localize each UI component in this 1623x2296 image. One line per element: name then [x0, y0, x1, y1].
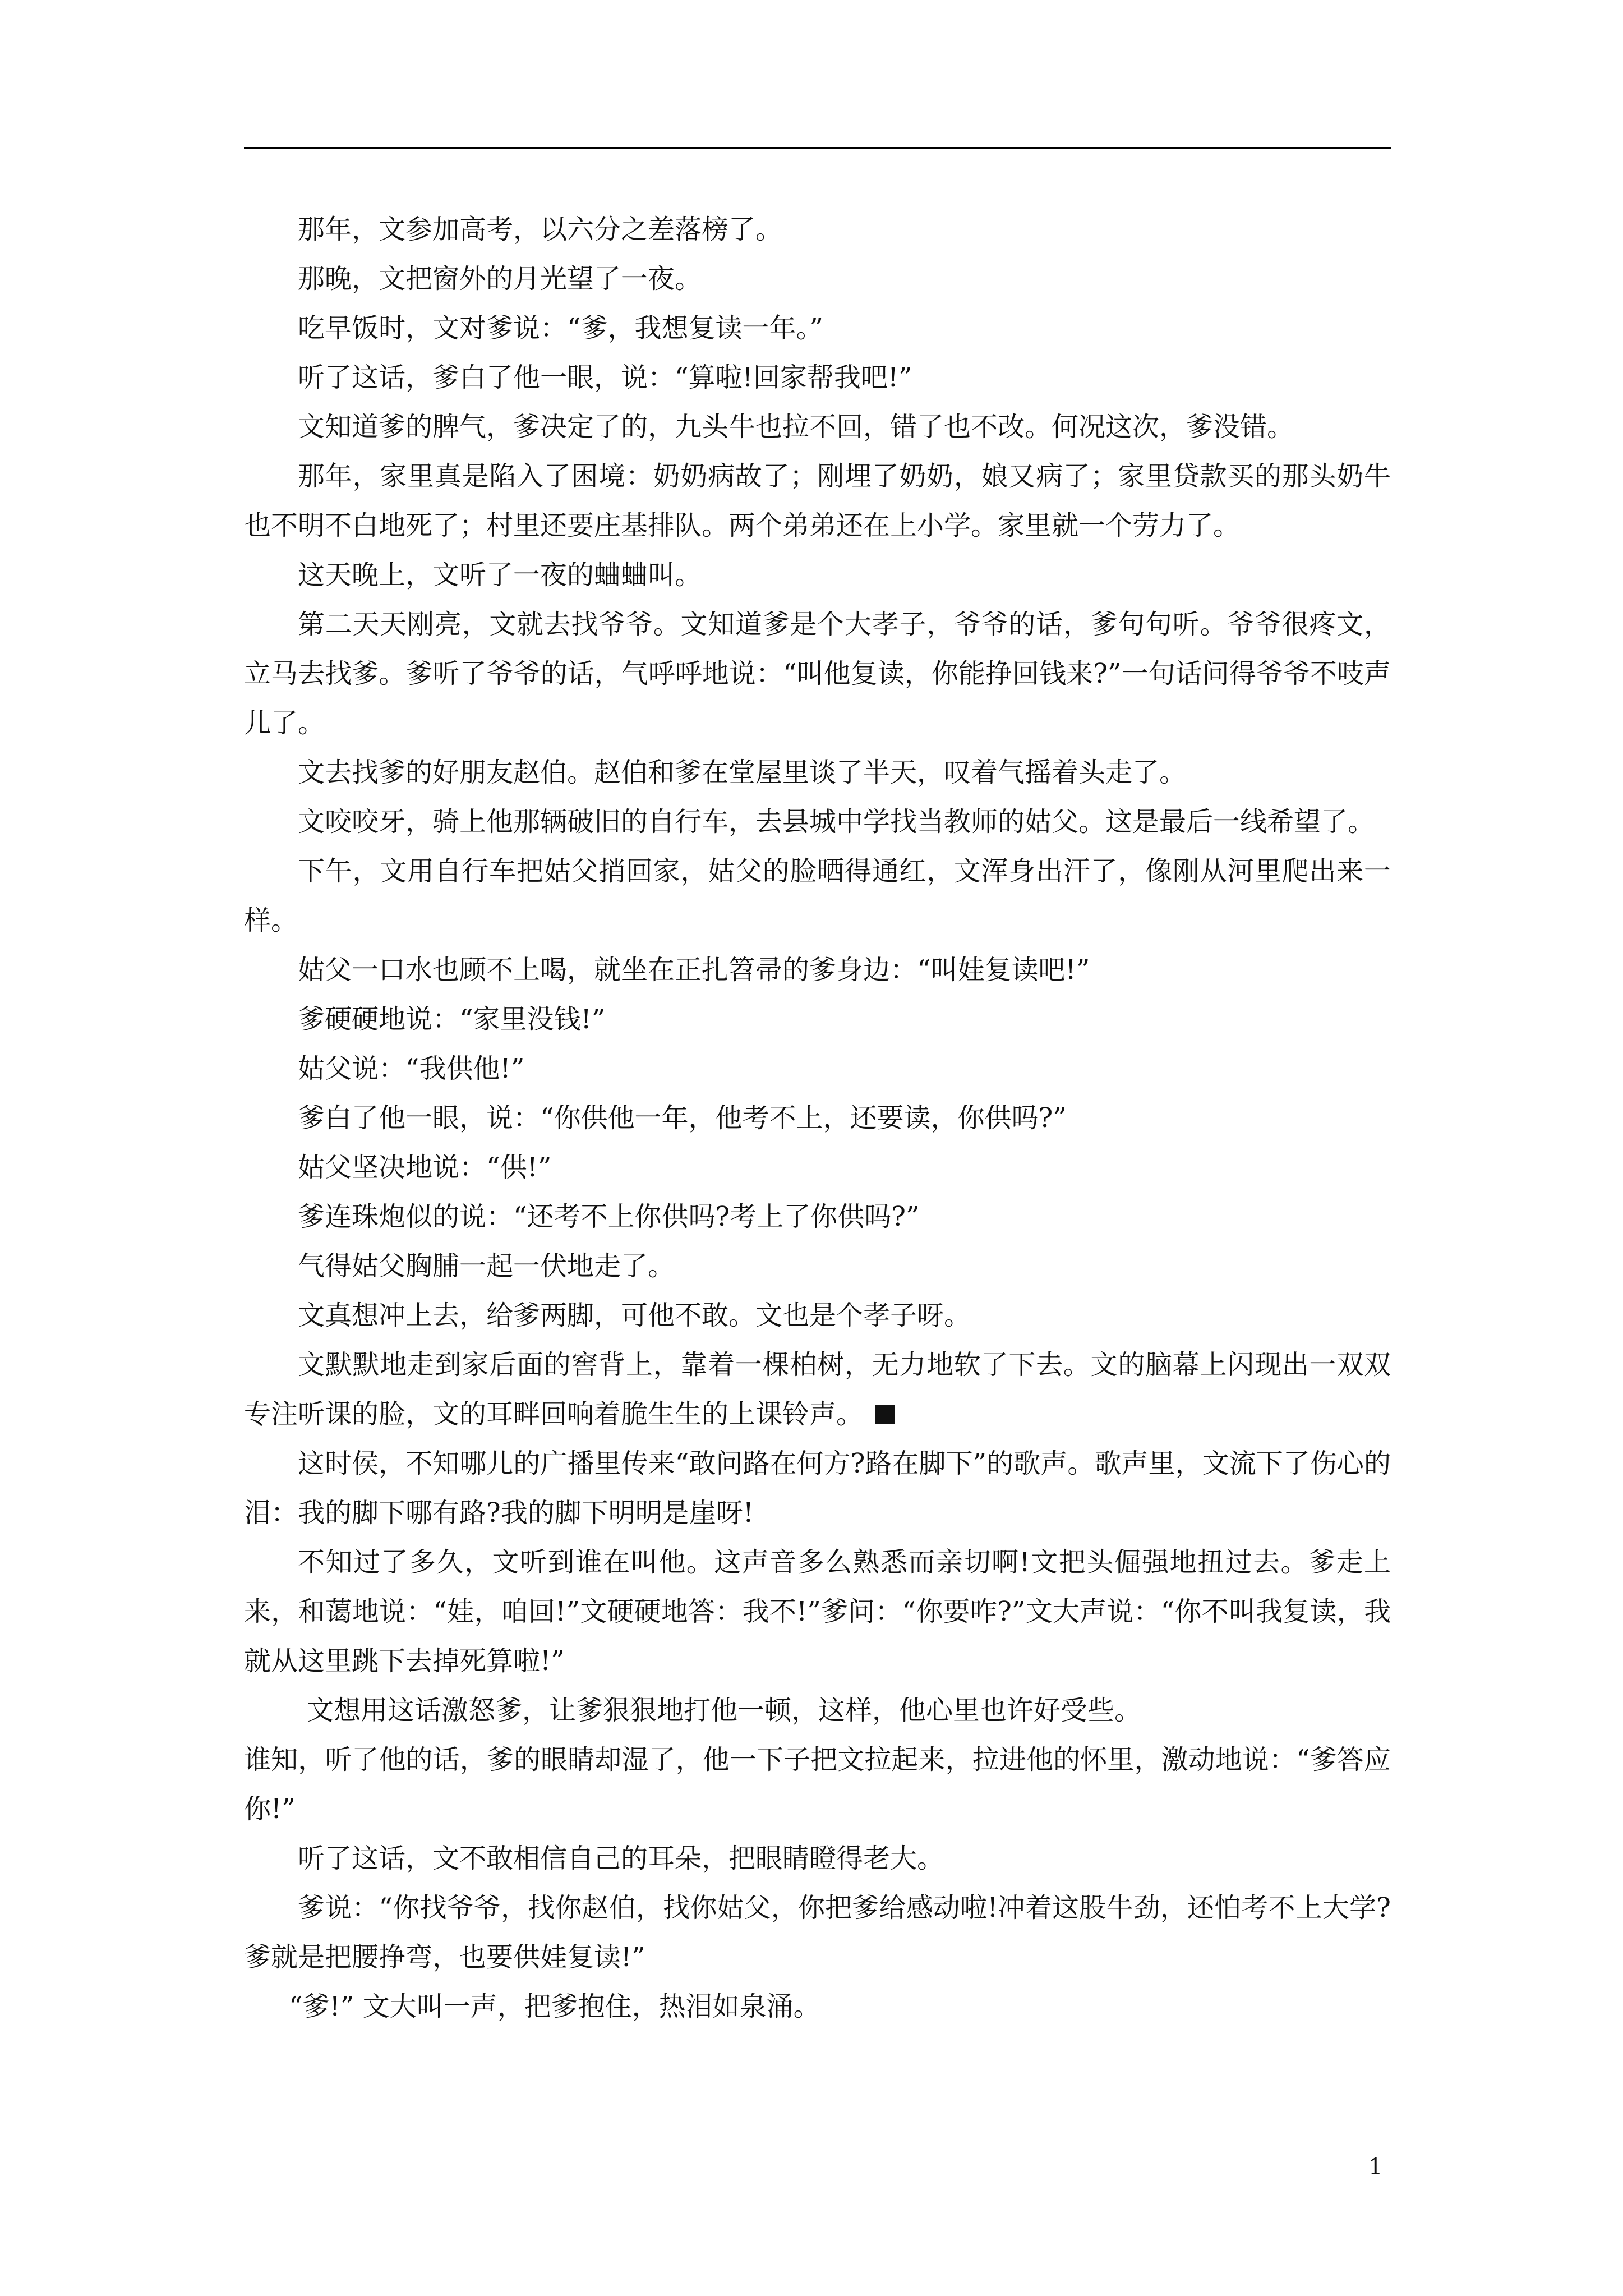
body-text [244, 205, 1391, 2031]
paragraph: 文去找爹的好朋友赵伯。赵伯和爹在堂屋里谈了半天，叹着气摇着头走了。 [298, 757, 1187, 788]
paragraph: 第二天天刚亮，文就去找爷爷。文知道爹是个大孝子，爷爷的话，爹句句听。爷爷很疼文，立马去找爹。爹听了爷爷的话，气呼呼地说：“叫他复读，你能挣回钱来?”一句话问得爷爷不吱声儿了。 [244, 609, 1391, 739]
paragraph: 文知道爹的脾气，爹决定了的，九头牛也拉不回，错了也不改。何况这次，爹没错。 [298, 411, 1294, 443]
paragraph-text: 文默默地走到家后面的窖背上，靠着一棵柏树，无力地软了下去。文的脑幕上闪现出一双双专注听课的脸，文的耳畔回响着脆生生的上课铃声。 [244, 1349, 1391, 1430]
paragraph: 姑父坚决地说：“供!” [298, 1152, 552, 1183]
paragraph: “爹!” 文大叫一声，把爹抱住，热泪如泉涌。 [289, 1991, 820, 2022]
paragraph: 吃早饭时，文对爹说：“爹，我想复读一年。” [298, 312, 824, 344]
paragraph: 这时侯，不知哪儿的广播里传来“敢问路在何方?路在脚下”的歌声。歌声里，文流下了伤心的泪：我的脚下哪有路?我的脚下明明是崖呀! [244, 1448, 1391, 1529]
paragraph: 下午，文用自行车把姑父捎回家，姑父的脸晒得通红，文浑身出汗了，像刚从河里爬出来一样。 [244, 855, 1391, 936]
black-square-icon [875, 1405, 895, 1424]
paragraph: 姑父说：“我供他!” [298, 1053, 525, 1084]
paragraph: 听了这话，爹白了他一眼，说：“算啦!回家帮我吧!” [298, 362, 912, 393]
paragraph: 爹白了他一眼，说：“你供他一年，他考不上，还要读，你供吗?” [298, 1102, 1067, 1134]
paragraph: 那晚，文把窗外的月光望了一夜。 [298, 263, 702, 295]
paragraph: 那年，文参加高考，以六分之差落榜了。 [298, 214, 783, 245]
paragraph: 爹连珠炮似的说：“还考不上你供吗?考上了你供吗?” [298, 1201, 920, 1232]
paragraph: 姑父一口水也顾不上喝，就坐在正扎笤帚的爹身边：“叫娃复读吧!” [298, 954, 1090, 986]
paragraph: 气得姑父胸脯一起一伏地走了。 [298, 1250, 675, 1282]
paragraph: 这天晚上，文听了一夜的蛐蛐叫。 [298, 559, 702, 591]
paragraph: 不知过了多久，文听到谁在叫他。这声音多么熟悉而亲切啊!文把头倔强地扭过去。爹走上来，和蔼地说：“娃，咱回!”文硬硬地答：我不!”爹问：“你要咋?”文大声说：“你不叫我复读，我就从这里跳下去掉死算啦!” [244, 1547, 1391, 1677]
page-number: 1 [1368, 2154, 1383, 2180]
paragraph: 文真想冲上去，给爹两脚，可他不敢。文也是个孝子呀。 [298, 1300, 971, 1331]
header-rule [244, 147, 1391, 149]
paragraph-with-marker [244, 1340, 1391, 1439]
paragraph: 听了这话，文不敢相信自己的耳朵，把眼睛瞪得老大。 [298, 1843, 944, 1874]
paragraph: 爹硬硬地说：“家里没钱!” [298, 1004, 606, 1035]
paragraph: 谁知，听了他的话，爹的眼睛却湿了，他一下子把文拉起来，拉进他的怀里，激动地说：“爹答应你!” [244, 1744, 1391, 1825]
paragraph: 那年，家里真是陷入了困境：奶奶病故了；刚埋了奶奶，娘又病了；家里贷款买的那头奶牛也不明不白地死了；村里还要庄基排队。两个弟弟还在上小学。家里就一个劳力了。 [244, 461, 1391, 541]
paragraph: 文咬咬牙，骑上他那辆破旧的自行车，去县城中学找当教师的姑父。这是最后一线希望了。 [298, 806, 1375, 838]
paragraph: 爹说：“你找爷爷，找你赵伯，找你姑父，你把爹给感动啦!冲着这股牛劲，还怕考不上大学?爹就是把腰挣弯，也要供娃复读!” [244, 1892, 1391, 1973]
paragraph: 文想用这话激怒爹，让爹狠狠地打他一顿，这样，他心里也许好受些。 [307, 1695, 1142, 1726]
